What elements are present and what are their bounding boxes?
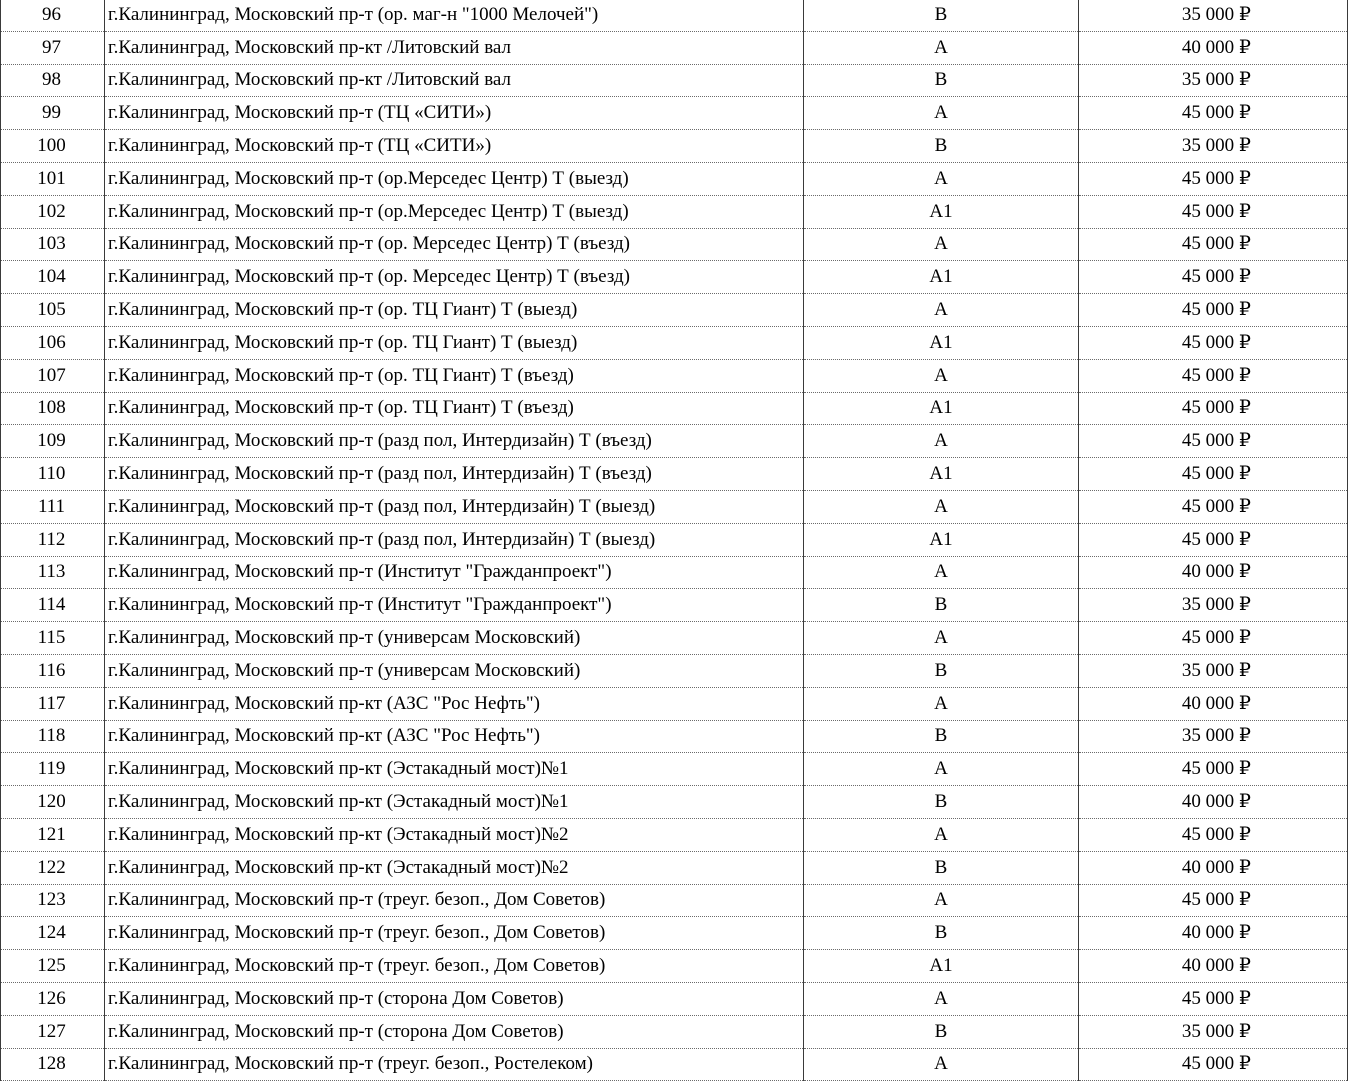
price-cell[interactable]: 35 000 ₽: [1079, 589, 1348, 622]
table-row: [1, 786, 1348, 819]
row-number-cell[interactable]: 127: [1, 1015, 105, 1048]
price-cell[interactable]: 45 000 ₽: [1079, 97, 1348, 130]
table-row: [1, 950, 1348, 983]
table-row: [1, 851, 1348, 884]
table-row: [1, 97, 1348, 130]
row-number-cell[interactable]: 123: [1, 884, 105, 917]
table-row: [1, 130, 1348, 163]
row-number-cell[interactable]: 121: [1, 818, 105, 851]
address-cell[interactable]: г.Калининград, Московский пр-т (разд пол, Интердизайн) Т (выезд): [105, 490, 804, 523]
row-number-cell[interactable]: 111: [1, 490, 105, 523]
price-cell[interactable]: 45 000 ₽: [1079, 622, 1348, 655]
price-cell[interactable]: 45 000 ₽: [1079, 326, 1348, 359]
table-row: [1, 884, 1348, 917]
side-cell[interactable]: А1: [804, 326, 1079, 359]
row-number-cell[interactable]: 124: [1, 917, 105, 950]
address-cell[interactable]: г.Калининград, Московский пр-кт (АЗС "Рос Нефть"): [105, 687, 804, 720]
address-cell[interactable]: г.Калининград, Московский пр-кт /Литовский вал: [105, 31, 804, 64]
price-cell[interactable]: 35 000 ₽: [1079, 654, 1348, 687]
price-cell[interactable]: 45 000 ₽: [1079, 490, 1348, 523]
row-number-cell[interactable]: 109: [1, 425, 105, 458]
row-number-cell[interactable]: 113: [1, 556, 105, 589]
row-number-cell[interactable]: 104: [1, 261, 105, 294]
table-row: [1, 917, 1348, 950]
price-cell[interactable]: 40 000 ₽: [1079, 851, 1348, 884]
side-cell[interactable]: А1: [804, 950, 1079, 983]
address-cell[interactable]: г.Калининград, Московский пр-кт (Эстакадный мост)№1: [105, 753, 804, 786]
table-body: [1, 0, 1348, 1081]
price-cell[interactable]: 40 000 ₽: [1079, 556, 1348, 589]
side-cell[interactable]: А: [804, 753, 1079, 786]
table-row: [1, 425, 1348, 458]
side-cell[interactable]: В: [804, 64, 1079, 97]
row-number-cell[interactable]: 96: [1, 0, 105, 31]
table-row: [1, 589, 1348, 622]
address-cell[interactable]: г.Калининград, Московский пр-т (ор. Мерседес Центр) Т (въезд): [105, 261, 804, 294]
price-cell[interactable]: 45 000 ₽: [1079, 294, 1348, 327]
side-cell[interactable]: А1: [804, 458, 1079, 491]
price-cell[interactable]: 45 000 ₽: [1079, 228, 1348, 261]
side-cell[interactable]: А: [804, 982, 1079, 1015]
side-cell[interactable]: В: [804, 130, 1079, 163]
row-number-cell[interactable]: 114: [1, 589, 105, 622]
address-cell[interactable]: г.Калининград, Московский пр-кт (Эстакадный мост)№2: [105, 818, 804, 851]
table-row: [1, 1048, 1348, 1081]
side-cell[interactable]: В: [804, 1015, 1079, 1048]
row-number-cell[interactable]: 105: [1, 294, 105, 327]
side-cell[interactable]: А: [804, 162, 1079, 195]
side-cell[interactable]: А: [804, 687, 1079, 720]
address-cell[interactable]: г.Калининград, Московский пр-т (универсам Московский): [105, 654, 804, 687]
price-cell[interactable]: 40 000 ₽: [1079, 31, 1348, 64]
price-cell[interactable]: 40 000 ₽: [1079, 786, 1348, 819]
row-number-cell[interactable]: 102: [1, 195, 105, 228]
side-cell[interactable]: А: [804, 294, 1079, 327]
address-cell[interactable]: г.Калининград, Московский пр-т (треуг. безоп., Дом Советов): [105, 917, 804, 950]
address-cell[interactable]: г.Калининград, Московский пр-т (Институт "Гражданпроект"): [105, 589, 804, 622]
address-cell[interactable]: г.Калининград, Московский пр-т (разд пол, Интердизайн) Т (выезд): [105, 523, 804, 556]
table-row: [1, 458, 1348, 491]
side-cell[interactable]: А: [804, 818, 1079, 851]
price-cell[interactable]: 45 000 ₽: [1079, 162, 1348, 195]
row-number-cell[interactable]: 106: [1, 326, 105, 359]
table-row: [1, 720, 1348, 753]
table-row: [1, 556, 1348, 589]
row-number-cell[interactable]: 110: [1, 458, 105, 491]
address-cell[interactable]: г.Калининград, Московский пр-т (треуг. безоп., Дом Советов): [105, 950, 804, 983]
price-cell[interactable]: 45 000 ₽: [1079, 359, 1348, 392]
price-cell[interactable]: 45 000 ₽: [1079, 261, 1348, 294]
side-cell[interactable]: А: [804, 425, 1079, 458]
side-cell[interactable]: В: [804, 0, 1079, 31]
table-row: [1, 654, 1348, 687]
side-cell[interactable]: А1: [804, 195, 1079, 228]
address-cell[interactable]: г.Калининград, Московский пр-т (ор. ТЦ Гиант) Т (выезд): [105, 294, 804, 327]
side-cell[interactable]: А: [804, 31, 1079, 64]
side-cell[interactable]: А: [804, 228, 1079, 261]
price-cell[interactable]: 35 000 ₽: [1079, 64, 1348, 97]
address-cell[interactable]: г.Калининград, Московский пр-т (ор. ТЦ Гиант) Т (выезд): [105, 326, 804, 359]
table-row: [1, 622, 1348, 655]
table-row: [1, 326, 1348, 359]
address-cell[interactable]: г.Калининград, Московский пр-т (треуг. безоп., Ростелеком): [105, 1048, 804, 1081]
side-cell[interactable]: А1: [804, 523, 1079, 556]
side-cell[interactable]: В: [804, 786, 1079, 819]
side-cell[interactable]: А: [804, 359, 1079, 392]
side-cell[interactable]: А: [804, 622, 1079, 655]
price-cell[interactable]: 45 000 ₽: [1079, 1048, 1348, 1081]
row-number-cell[interactable]: 126: [1, 982, 105, 1015]
row-number-cell[interactable]: 119: [1, 753, 105, 786]
side-cell[interactable]: А: [804, 490, 1079, 523]
address-cell[interactable]: г.Калининград, Московский пр-т (сторона Дом Советов): [105, 1015, 804, 1048]
table-row: [1, 523, 1348, 556]
side-cell[interactable]: А1: [804, 261, 1079, 294]
price-cell[interactable]: 40 000 ₽: [1079, 687, 1348, 720]
table-row: [1, 818, 1348, 851]
price-cell[interactable]: 45 000 ₽: [1079, 195, 1348, 228]
row-number-cell[interactable]: 128: [1, 1048, 105, 1081]
address-cell[interactable]: г.Калининград, Московский пр-т (разд пол, Интердизайн) Т (въезд): [105, 458, 804, 491]
side-cell[interactable]: В: [804, 654, 1079, 687]
address-cell[interactable]: г.Калининград, Московский пр-т (ор. ТЦ Гиант) Т (въезд): [105, 359, 804, 392]
table-row: [1, 162, 1348, 195]
side-cell[interactable]: А1: [804, 392, 1079, 425]
table-row: [1, 261, 1348, 294]
table-row: [1, 64, 1348, 97]
address-cell[interactable]: г.Калининград, Московский пр-кт (АЗС "Рос Нефть"): [105, 720, 804, 753]
table-row: [1, 359, 1348, 392]
row-number-cell[interactable]: 107: [1, 359, 105, 392]
table-row: [1, 195, 1348, 228]
table-row: [1, 294, 1348, 327]
price-cell[interactable]: 45 000 ₽: [1079, 884, 1348, 917]
address-cell[interactable]: г.Калининград, Московский пр-т (ор. Мерседес Центр) Т (въезд): [105, 228, 804, 261]
price-cell[interactable]: 45 000 ₽: [1079, 982, 1348, 1015]
address-cell[interactable]: г.Калининград, Московский пр-т (ор. маг-н "1000 Мелочей"): [105, 0, 804, 31]
side-cell[interactable]: В: [804, 917, 1079, 950]
price-cell[interactable]: 45 000 ₽: [1079, 753, 1348, 786]
row-number-cell[interactable]: 120: [1, 786, 105, 819]
table-row: [1, 0, 1348, 31]
table-row: [1, 392, 1348, 425]
address-cell[interactable]: г.Калининград, Московский пр-кт (Эстакадный мост)№1: [105, 786, 804, 819]
address-cell[interactable]: г.Калининград, Московский пр-кт (Эстакадный мост)№2: [105, 851, 804, 884]
address-cell[interactable]: г.Калининград, Московский пр-т (ор.Мерседес Центр) Т (выезд): [105, 162, 804, 195]
price-cell[interactable]: 45 000 ₽: [1079, 818, 1348, 851]
address-cell[interactable]: г.Калининград, Московский пр-т (треуг. безоп., Дом Советов): [105, 884, 804, 917]
address-cell[interactable]: г.Калининград, Московский пр-т (разд пол, Интердизайн) Т (въезд): [105, 425, 804, 458]
row-number-cell[interactable]: 125: [1, 950, 105, 983]
table-row: [1, 228, 1348, 261]
side-cell[interactable]: В: [804, 720, 1079, 753]
price-cell[interactable]: 40 000 ₽: [1079, 950, 1348, 983]
address-cell[interactable]: г.Калининград, Московский пр-т (ор.Мерседес Центр) Т (выезд): [105, 195, 804, 228]
price-cell[interactable]: 45 000 ₽: [1079, 458, 1348, 491]
side-cell[interactable]: А: [804, 884, 1079, 917]
row-number-cell[interactable]: 117: [1, 687, 105, 720]
row-number-cell[interactable]: 116: [1, 654, 105, 687]
row-number-cell[interactable]: 118: [1, 720, 105, 753]
row-number-cell[interactable]: 101: [1, 162, 105, 195]
side-cell[interactable]: А: [804, 97, 1079, 130]
table-row: [1, 1015, 1348, 1048]
row-number-cell[interactable]: 122: [1, 851, 105, 884]
side-cell[interactable]: В: [804, 851, 1079, 884]
row-number-cell[interactable]: 115: [1, 622, 105, 655]
price-cell[interactable]: 45 000 ₽: [1079, 523, 1348, 556]
row-number-cell[interactable]: 112: [1, 523, 105, 556]
row-number-cell[interactable]: 98: [1, 64, 105, 97]
row-number-cell[interactable]: 97: [1, 31, 105, 64]
price-cell[interactable]: 35 000 ₽: [1079, 720, 1348, 753]
table-row: [1, 753, 1348, 786]
price-cell[interactable]: 40 000 ₽: [1079, 917, 1348, 950]
address-cell[interactable]: г.Калининград, Московский пр-т (универсам Московский): [105, 622, 804, 655]
side-cell[interactable]: В: [804, 589, 1079, 622]
row-number-cell[interactable]: 108: [1, 392, 105, 425]
price-cell[interactable]: 45 000 ₽: [1079, 392, 1348, 425]
price-cell[interactable]: 35 000 ₽: [1079, 1015, 1348, 1048]
address-cell[interactable]: г.Калининград, Московский пр-т (ор. ТЦ Гиант) Т (въезд): [105, 392, 804, 425]
price-cell[interactable]: 45 000 ₽: [1079, 425, 1348, 458]
address-cell[interactable]: г.Калининград, Московский пр-т (ТЦ «СИТИ»): [105, 130, 804, 163]
row-number-cell[interactable]: 100: [1, 130, 105, 163]
table-row: [1, 31, 1348, 64]
address-cell[interactable]: г.Калининград, Московский пр-т (Институт "Гражданпроект"): [105, 556, 804, 589]
address-cell[interactable]: г.Калининград, Московский пр-кт /Литовский вал: [105, 64, 804, 97]
table-row: [1, 490, 1348, 523]
address-cell[interactable]: г.Калининград, Московский пр-т (ТЦ «СИТИ»): [105, 97, 804, 130]
table-row: [1, 982, 1348, 1015]
price-cell[interactable]: 35 000 ₽: [1079, 130, 1348, 163]
side-cell[interactable]: А: [804, 556, 1079, 589]
row-number-cell[interactable]: 99: [1, 97, 105, 130]
price-cell[interactable]: 35 000 ₽: [1079, 0, 1348, 31]
table-row: [1, 687, 1348, 720]
address-cell[interactable]: г.Калининград, Московский пр-т (сторона Дом Советов): [105, 982, 804, 1015]
row-number-cell[interactable]: 103: [1, 228, 105, 261]
side-cell[interactable]: А: [804, 1048, 1079, 1081]
